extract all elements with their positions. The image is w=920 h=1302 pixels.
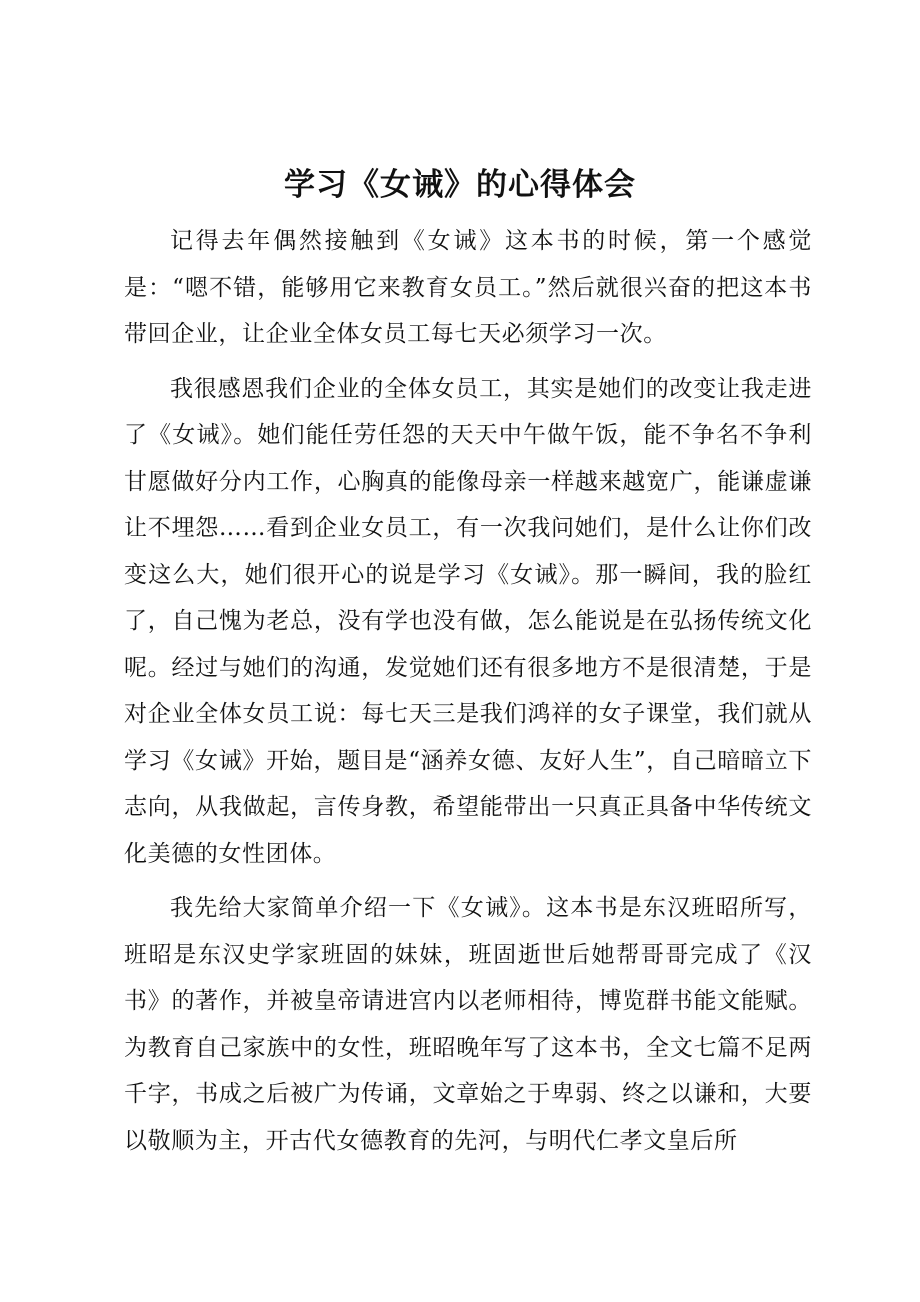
paragraph-3: 我先给大家简单介绍一下《女诫》。这本书是东汉班昭所写，班昭是东汉史学家班固的妹妹，班固逝世后她帮哥哥完成了《汉书》的著作，并被皇帝请进宫内以老师相待，博览群书能文能赋。为教育自己家族中的女性，班昭晚年写了这本书，全文七篇不足两千字，书成之后被广为传诵，文章始之于卑弱、终之以谦和，大要以敬顺为主，开古代女德教育的先河，与明代仁孝文皇后所 <box>124 895 812 1154</box>
paragraph-2: 我很感恩我们企业的全体女员工，其实是她们的改变让我走进了《女诫》。她们能任劳任怨的天天中午做午饭，能不争名不争利甘愿做好分内工作，心胸真的能像母亲一样越来越宽广，能谦虚谦让不埋怨……看到企业女员工，有一次我问她们，是什么让你们改变这么大，她们很开心的说是学习《女诫》。那一瞬间，我的脸红了，自己愧为老总，没有学也没有做，怎么能说是在弘扬传统文化呢。经过与她们的沟通，发觉她们还有很多地方不是很清楚，于是对企业全体女员工说：每七天三是我们鸿祥的女子课堂，我们就从学习《女诫》开始，题目是“涵养女德、友好人生”，自己暗暗立下志向，从我做起，言传身教，希望能带出一只真正具备中华传统文化美德的女性团体。 <box>124 375 812 867</box>
document-body <box>124 218 812 1172</box>
document-title: 学习《女诫》的心得体会 <box>284 167 636 203</box>
paragraph-1: 记得去年偶然接触到《女诫》这本书的时候，第一个感觉是：“嗯不错，能够用它来教育女员工。”然后就很兴奋的把这本书带回企业，让企业全体女员工每七天必须学习一次。 <box>124 228 812 347</box>
